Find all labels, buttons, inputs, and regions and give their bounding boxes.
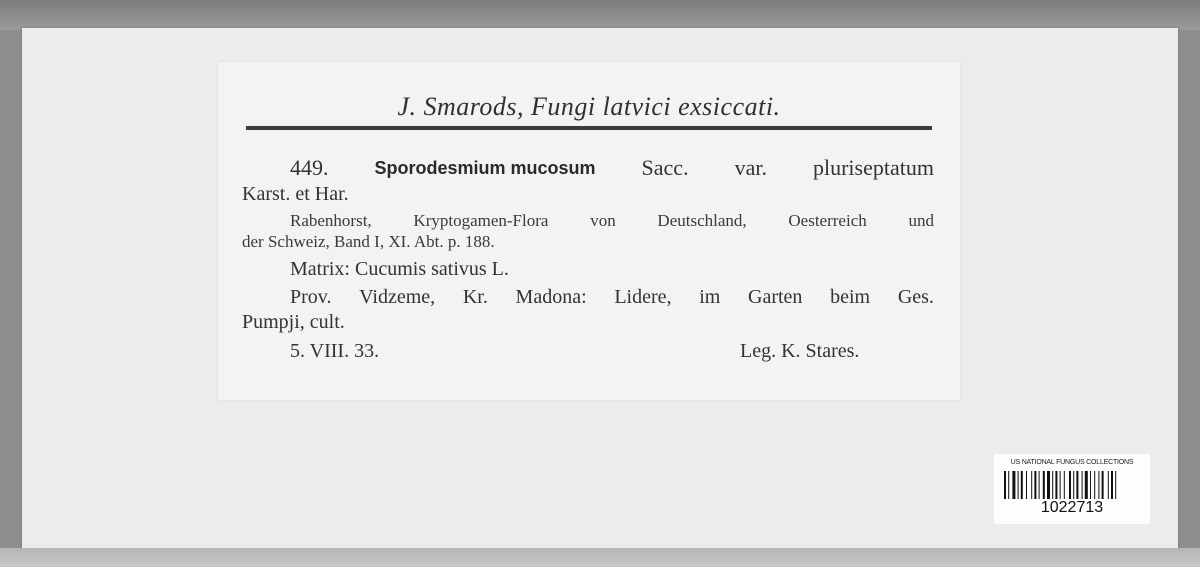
reference-word: Oesterreich [788,211,867,230]
taxon-word: var. [734,155,767,180]
sheet-edge [0,548,1200,567]
taxon-word: Sacc. [641,155,689,180]
barcode-bar [1034,471,1036,499]
series-title: J. Smarods, Fungi latvici exsiccati. [397,92,781,121]
barcode-bar [1043,471,1045,499]
barcode-number: 1022713 [1040,499,1104,516]
barcode-bar [1055,471,1057,499]
locality-line-2: Pumpji, cult. [242,311,345,333]
barcode-bar [1012,471,1015,499]
collection-date: 5. VIII. 33. [290,340,380,362]
barcode-bar [1111,471,1113,499]
barcode-bar [1018,471,1019,499]
reference-word: von [590,211,616,230]
scan-backdrop [0,0,1200,30]
locality-word: Madona: [515,286,587,308]
taxon-authority: Karst. et Har. [242,183,349,205]
barcode-bar [1064,471,1065,499]
barcode-bar [1052,471,1053,499]
barcode-bar [1085,471,1088,499]
barcode-bar [1108,471,1109,499]
barcode-bar [1031,471,1032,499]
reference-word: Kryptogamen-Flora [413,211,549,230]
reference-line-2: der Schweiz, Band I, XI. Abt. p. 188. [242,232,495,251]
barcode-bar [1102,471,1104,499]
locality-word: Prov. [290,286,332,308]
barcode-bar [1076,471,1078,499]
reference-line [290,211,934,231]
specimen-number: 449. [290,155,329,180]
matrix-line: Matrix: Cucumis sativus L. [290,258,509,280]
barcode-bar [1047,471,1050,499]
taxon-word: pluriseptatum [812,155,934,180]
title-rule [246,126,932,130]
barcode-bar [1060,471,1061,499]
barcode-label [994,454,1150,524]
taxon-line [290,155,934,181]
locality-word: Kr. [462,286,488,308]
locality-word: beim [830,286,871,308]
reference-word: Deutschland, [657,211,747,230]
barcode-bar [1073,471,1074,499]
barcode-bar [1115,471,1116,499]
barcode-bar [1094,471,1095,499]
barcode-header: US NATIONAL FUNGUS COLLECTIONS [1010,459,1134,466]
reference-word: Rabenhorst, [290,211,372,230]
locality-word: Ges. [897,286,934,308]
specimen-label [218,62,960,400]
reference-word: und [908,211,934,230]
taxon-name: Sporodesmium mucosum [374,158,596,178]
barcode-bar [1098,471,1099,499]
barcode-bar [1082,471,1083,499]
barcode-bar [1021,471,1023,499]
barcode-bar [1026,471,1027,499]
barcode-bar [1039,471,1040,499]
barcode-bar [1090,471,1091,499]
barcode-bar [1008,471,1009,499]
locality-word: Garten [748,286,803,308]
locality-word: Lidere, [614,286,672,308]
locality-line [290,286,934,309]
locality-word: Vidzeme, [359,286,436,308]
barcode-bar [1069,471,1071,499]
collector: Leg. K. Stares. [740,340,860,362]
barcode-bar [1004,471,1006,499]
barcode-bars [1004,471,1140,499]
locality-word: im [699,286,721,308]
